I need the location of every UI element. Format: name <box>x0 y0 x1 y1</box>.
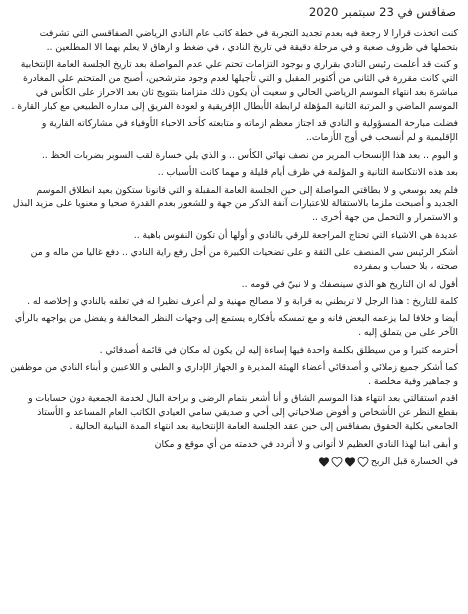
black-heart-icon <box>344 456 356 468</box>
post-paragraph-10: كلمة للتاريخ : هذا الرجل لا تربطني به قرابة و لا مصالح مهنية و لم أعرف نظيرا له في تعلقه بالنادي و إخلاصه له . <box>27 295 458 307</box>
post-paragraph-2: و كنت قد أعلمت رئيس النادي بقراري و بوجود التزامات تحتم علي عدم المواصلة بعد تاريخ الجلسة العامة الإنتخابية التي كانت مقررة في الثاني من أكتوبر المقبل و التي تأجيلها لعدم وجود مترشحين، أصبح من المتحتم علي المغادرة مباشرة بعد انتهاء الموسم الرياضي الحالي و سعيت أن يكون ذلك متزامنا بتتويج ثان بعد الاحراز على الكأس في الموسم الماضي و المرتبة الثانية المؤهلة لرابطة الأبطال الإفريقية و لعودة الفريق إلى مداره الطبيعي مع كبار القارة . <box>11 59 458 113</box>
post-paragraph-6: فلم يعد بوسعي و لا بطاقتي المواصلة إلى حين الجلسة العامة المقبلة و التي قانونا ستكون بعيد انطلاق الموسم الجديد و أصبحت ملزما بالاستقالة للاعتبارات آنفة الذكر من جهة و للشعور بعدم القدرة صحيا و معنويا على مزيد البذل و الاستمرار و التحمل من جهة أخرى .. <box>12 184 458 224</box>
post-paragraph-7: عديدة هي الاشياء التي تحتاج المراجعة للرقي بالنادي و أولها أن تكون النفوس باهية .. <box>133 229 458 241</box>
post-paragraph-4: و اليوم .. بعد هذا الإنسحاب المرير من نصف نهائي الكأس .. و الذي يلي خسارة لقب السوبر بضربات الحظ .. <box>41 149 458 161</box>
post-body <box>10 27 458 451</box>
post-paragraph-5: بعد هذه الانتكاسة الثانية و المؤلمة في ظرف أيام قليلة و مهما كانت الأسباب .. <box>157 167 458 179</box>
black-heart-icon <box>318 456 330 468</box>
post-paragraph-14: اقدم استقالتي بعد انتهاء هذا الموسم الشاق و أنا أشعر بتمام الرضى و براحة البال لخدمة الجمعية دون حسابات و بقطع النظر عن الأشخاص و أفوض صلاحياتي إلى أخي و صديقي سامي العيادي الكاتب العام المساعد و الأستاذ الجامعي بكلية الحقوق بصفاقس إلى حين عقد الجلسة العامة الإنتخابية بعد انتهاء المدة النيابية الحالية . <box>28 393 458 433</box>
hearts-emoji-group <box>318 456 369 468</box>
white-heart-icon <box>357 456 369 468</box>
post-paragraph-11: أيضا و خلافا لما يزعمه البعض فانه و مع تمسكه بأفكاره يستمع إلى وجهات النظر المخالفة و يفضل من يواجهه بالرأي الآخر على من يتملق إليه . <box>14 313 458 339</box>
post-paragraph-1: كنت اتخذت قرارا لا رجعة فيه بعدم تجديد التجربة في خطة كاتب عام النادي الرياضي الصفاقسي التي تشرفت بتحملها في ظروف صعبة و في مرحلة دقيقة في تاريخ النادي ، في ضغط و ارهاق لا يعلم بهما الا المطلعين .. <box>39 28 458 53</box>
post-paragraph-3: فضلت مبارحة المسؤولية و النادي قد اجتاز معظم ازماته و متابعته كأحد الاحباء الأوفياء في مشاركاته القارية و الإقليمية و لم أنسحب في أوج الأزمات.. <box>41 118 458 144</box>
closing-text: في الخسارة قبل الربح <box>370 455 458 467</box>
post-date: صفاقس في 23 سبتمبر 2020 <box>308 5 456 19</box>
post-closing-line <box>10 455 458 469</box>
post-paragraph-13: كما أشكر جميع زملائي و أصدقائي أعضاء الهيئة المديرة و الجهاز الإداري و الطبي و اللاعبين و أبناء النادي من موظفين و جماهير وفية مخلصة . <box>10 362 458 387</box>
post-paragraph-12: أحترمه كثيرا و من سيطلق بكلمة واحدة فيها إساءة إليه لن يكون له مكان في قائمة أصدقائي . <box>99 344 458 356</box>
post-paragraph-9: أقول له ان التاريخ هو الذي سينصفك و لا نبيّ في قومه .. <box>241 278 458 290</box>
white-heart-icon <box>331 456 343 468</box>
post-paragraph-15: و أبقى ابنا لهذا النادي العظيم لا أتوانى و لا أتردد في خدمته من أي موقع و مكان <box>154 438 458 450</box>
post-paragraph-8: أشكر الرئيس سي المنصف على الثقة و على تضحيات الكبيرة من أجل رفع راية النادي .. دفع غاليا من ماله و من صحته ، بلا حساب و بمفرده <box>30 247 458 273</box>
